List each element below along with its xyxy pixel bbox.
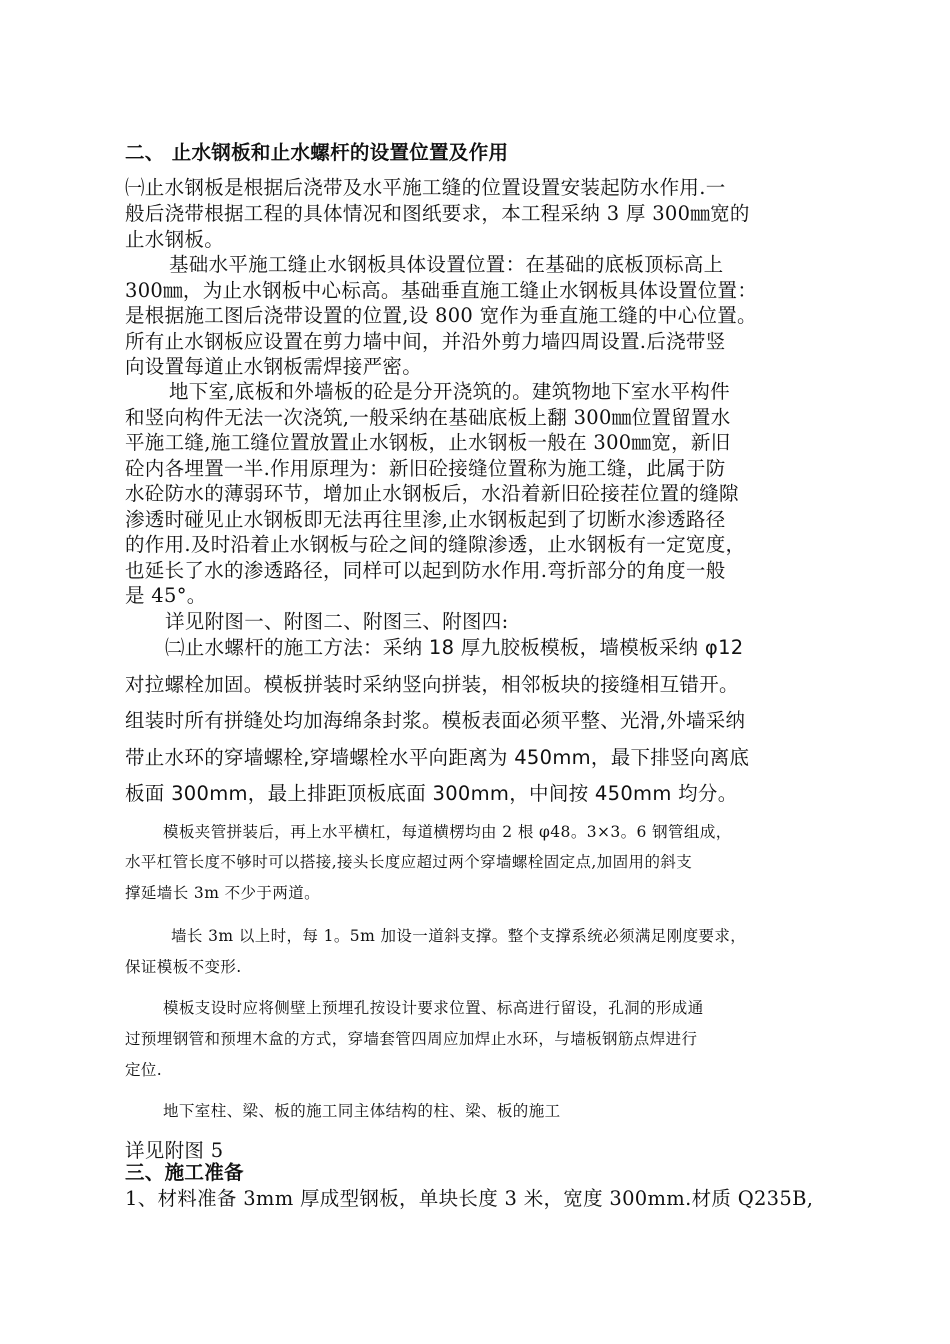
para-1-line-2: 般后浇带根据工程的具体情况和图纸要求，本工程采纳 3 厚 300㎜宽的 xyxy=(125,202,750,225)
para-4-line-1: ㈡止水螺杆的施工方法：采纳 18 厚九胶板模板，墙模板采纳 φ12 xyxy=(165,636,744,659)
para-5-line-3: 撑延墙长 3m 不少于两道。 xyxy=(125,884,321,902)
para-2-line-5: 向设置每道止水钢板需焊接严密。 xyxy=(125,355,423,378)
para-3-line-4: 砼内各埋置一半.作用原理为：新旧砼接缝位置称为施工缝，此属于防 xyxy=(125,457,726,480)
para-3-line-3: 平施工缝,施工缝位置放置止水钢板，止水钢板一般在 300㎜宽，新旧 xyxy=(125,431,731,454)
para-3-line-5: 水砼防水的薄弱环节，增加止水钢板后，水沿着新旧砼接茬位置的缝隙 xyxy=(125,482,739,505)
para-3-line-9: 是 45°。 xyxy=(125,584,207,607)
para-3-line-6: 渗透时碰见止水钢板即无法再往里渗,止水钢板起到了切断水渗透路径 xyxy=(125,508,726,531)
para-5-line-2: 水平杠管长度不够时可以搭接,接头长度应超过两个穿墙螺栓固定点,加固用的斜支 xyxy=(125,853,693,871)
para-3-line-2: 和竖向构件无法一次浇筑,一般采纳在基础底板上翻 300㎜位置留置水 xyxy=(125,406,731,429)
see-figures-1-4: 详见附图一、附图二、附图三、附图四: xyxy=(165,610,509,633)
materials-item-1: 1、材料准备 3mm 厚成型钢板，单块长度 3 米，宽度 300mm.材质 Q235B, xyxy=(125,1187,814,1210)
para-2-line-2: 300㎜，为止水钢板中心标高。基础垂直施工缝止水钢板具体设置位置： xyxy=(125,279,758,302)
section-heading-3: 三、施工准备 xyxy=(125,1161,244,1184)
para-7-line-3: 定位. xyxy=(125,1061,163,1079)
para-5-line-1: 模板夹管拼装后，再上水平横杠，每道横楞均由 2 根 φ48。3×3。6 钢管组成， xyxy=(163,823,732,841)
para-8: 地下室柱、梁、板的施工同主体结构的柱、梁、板的施工 xyxy=(163,1102,561,1120)
para-6-line-1: 墙长 3m 以上时，每 1。5m 加设一道斜支撑。整个支撑系统必须满足刚度要求， xyxy=(171,927,747,945)
para-3-line-8: 也延长了水的渗透路径，同样可以起到防水作用.弯折部分的角度一般 xyxy=(125,559,726,582)
para-2-line-1: 基础水平施工缝止水钢板具体设置位置：在基础的底板顶标高上 xyxy=(169,253,724,276)
para-4-line-3: 组装时所有拼缝处均加海绵条封浆。模板表面必须平整、光滑,外墙采纳 xyxy=(125,709,746,732)
para-2-line-4: 所有止水钢板应设置在剪力墙中间，并沿外剪力墙四周设置.后浇带竖 xyxy=(125,330,726,353)
para-1-line-3: 止水钢板。 xyxy=(125,228,225,251)
para-7-line-1: 模板支设时应将侧壁上预埋孔按设计要求位置、标高进行留设，孔洞的形成通 xyxy=(163,999,704,1017)
para-3-line-7: 的作用.及时沿着止水钢板与砼之间的缝隙渗透，止水钢板有一定宽度， xyxy=(125,533,746,556)
see-figure-5: 详见附图 5 xyxy=(125,1139,224,1162)
para-4-line-5: 板面 300mm，最上排距顶板底面 300mm，中间按 450mm 均分。 xyxy=(125,782,738,805)
para-1-line-1: ㈠止水钢板是根据后浇带及水平施工缝的位置设置安装起防水作用.一 xyxy=(125,176,726,199)
para-6-line-2: 保证模板不变形. xyxy=(125,958,242,976)
para-4-line-4: 带止水环的穿墙螺栓,穿墙螺栓水平向距离为 450mm，最下排竖向离底 xyxy=(125,746,750,769)
para-4-line-2: 对拉螺栓加固。模板拼装时采纳竖向拼装，相邻板块的接缝相互错开。 xyxy=(125,673,739,696)
section-heading-2: 二、 止水钢板和止水螺杆的设置位置及作用 xyxy=(125,141,509,164)
para-2-line-3: 是根据施工图后浇带设置的位置,设 800 宽作为垂直施工缝的中心位置。 xyxy=(125,304,757,327)
para-7-line-2: 过预埋钢管和预埋木盒的方式，穿墙套管四周应加焊止水环，与墙板钢筋点焊进行 xyxy=(125,1030,698,1048)
para-3-line-1: 地下室,底板和外墙板的砼是分开浇筑的。建筑物地下室水平构件 xyxy=(169,380,730,403)
